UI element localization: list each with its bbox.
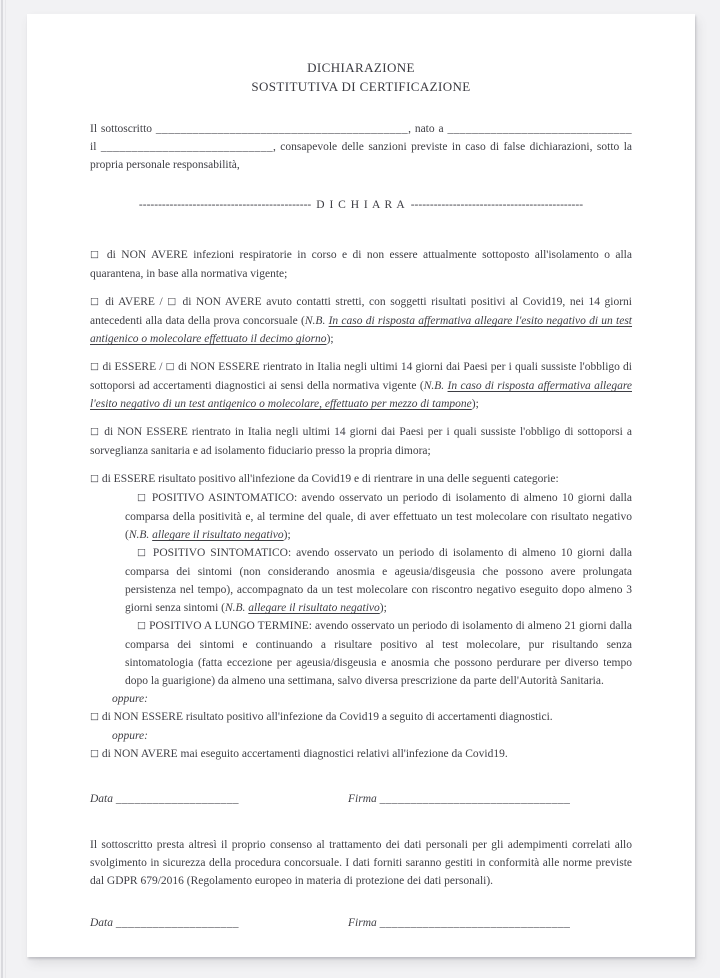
nb-label: N.B. xyxy=(304,315,329,327)
item-text: di AVERE / xyxy=(100,296,168,308)
title-line-1: DICHIARAZIONE xyxy=(307,60,415,75)
document-title xyxy=(90,14,632,96)
checkbox-icon: □ xyxy=(90,249,102,260)
signature-row-1 xyxy=(90,790,632,808)
date-blank-line: ____________________ xyxy=(115,917,239,929)
item-text: ); xyxy=(283,529,291,541)
declaration-item-no-reentry xyxy=(90,423,632,460)
checkbox-icon: □ xyxy=(90,296,101,307)
item-text: di NON ESSERE risultato positivo all'infezione da Covid19 a seguito di accertamenti diagnostici. xyxy=(98,711,553,723)
name-blank-line: _________________________________________ xyxy=(155,123,409,135)
signature-row-2 xyxy=(90,914,632,932)
sub-item-positivo-lungo-termine xyxy=(125,617,632,690)
intro-text: , nato a xyxy=(408,123,448,135)
item-text: di NON AVERE avuto contatti stretti, con soggetti risultati positivi al Covid19, nei 14 giorni antecedenti alla data della prova concorsuale ( xyxy=(90,296,633,327)
checkbox-icon: □ xyxy=(137,492,148,503)
intro-text: il xyxy=(90,141,101,153)
checkbox-icon: □ xyxy=(167,296,178,307)
intro-text: Il sottoscritto xyxy=(90,123,156,135)
sub-item-positivo-asintomatico xyxy=(125,489,632,544)
nb-note-underlined: allegare il risultato negativo xyxy=(248,602,380,614)
nb-note-underlined: In caso di risposta affermativa allegare l'esito negativo di un test antigenico o molecolare effettuato il decimo giorno xyxy=(90,315,633,345)
checkbox-icon: □ xyxy=(165,361,175,372)
declaration-item-positive-categories xyxy=(90,470,632,489)
signature-blank-line: _______________________________ xyxy=(379,917,571,929)
checkbox-icon: □ xyxy=(90,711,99,722)
checkbox-icon: □ xyxy=(137,547,149,558)
scan-left-edge-line xyxy=(1,0,3,978)
item-text: ); xyxy=(471,398,479,410)
checkbox-icon: □ xyxy=(90,426,101,437)
nb-note-underlined: allegare il risultato negativo xyxy=(152,529,284,541)
signature-blank-line: _______________________________ xyxy=(379,793,571,805)
item-text: di ESSERE risultato positivo all'infezione da Covid19 e di rientrare in una delle seguenti categorie: xyxy=(98,473,559,485)
item-text: POSITIVO SINTOMATICO: avendo osservato un periodo di isolamento di almeno 10 giorni dalla comparsa dei sintomi (non considerando anosmia e ageusia/disgeusia che possono avere prolungata persistenza nel tempo), accompagnato da un test molecolare con riscontro negativo eseguito dopo almeno 3 giorni senza sintomi ( xyxy=(125,547,632,614)
dash-rule-right: --------------------------------------------- xyxy=(410,199,584,211)
nb-label: N.B. xyxy=(423,380,448,392)
signature-field xyxy=(348,914,570,932)
date-label: Data xyxy=(90,917,113,929)
sub-item-positivo-sintomatico xyxy=(125,544,632,617)
date-field xyxy=(90,914,348,932)
checkbox-icon: □ xyxy=(137,620,147,631)
checkbox-icon: □ xyxy=(90,361,100,372)
scan-left-edge-highlight xyxy=(5,0,6,978)
birthdate-blank-line: ____________________________ xyxy=(100,141,274,153)
privacy-consent-paragraph: Il sottoscritto presta altresì il proprio consenso al trattamento dei dati personali per gli adempimenti correlati allo svolgimento in sicurezza della procedura concorsuale. I dati forniti saranno gestiti in conformità alle norme previste dal GDPR 679/2016 (Regolamento europeo in materia di protezione dei dati personali). xyxy=(90,839,632,887)
item-text: POSITIVO ASINTOMATICO: avendo osservato un periodo di isolamento di almeno 10 giorni dalla comparsa della positività e, al termine del quale, di aver effettuato un test molecolare con risultato negativo ( xyxy=(125,492,632,541)
nb-label: N.B. xyxy=(128,529,153,541)
item-text: di NON AVERE infezioni respiratorie in corso e di non essere attualmente sottoposto all'isolamento o alla quarantena, in base alla normativa vigente; xyxy=(90,249,632,280)
dash-rule-left: --------------------------------------------- xyxy=(138,199,312,211)
intro-text: , consapevole delle sanzioni previste in caso di false dichiarazioni, sotto la propria personale responsabilità, xyxy=(90,141,633,171)
checkbox-icon: □ xyxy=(90,473,99,484)
oppure-label: oppure: xyxy=(112,693,148,705)
item-text: POSITIVO A LUNGO TERMINE: avendo osservato un periodo di isolamento di almeno 21 giorni dalla comparsa dei sintomi e continuando a risultare positivo al test molecolare, pur risultando senza sintomatologia (fatta eccezione per ageusia/disgeusia e anosmia che possono perdurare per diverso tempo dopo la guarigione) da almeno una settimana, salvo diversa prescrizione da parte dell'Autorità Sanitaria. xyxy=(125,620,632,687)
item-text: ); xyxy=(326,333,334,345)
intro-paragraph xyxy=(90,120,632,174)
declaration-item-never-positive xyxy=(90,708,632,727)
date-blank-line: ____________________ xyxy=(115,793,239,805)
nb-note-underlined: In caso di risposta affermativa allegare l'esito negativo di un test antigenico o molecolare, effettuato per mezzo di tampone xyxy=(90,380,632,410)
nb-label: N.B. xyxy=(224,602,249,614)
declaration-item-no-infection xyxy=(90,246,632,283)
date-field xyxy=(90,790,348,808)
signature-label: Firma xyxy=(348,793,377,805)
item-text: di NON ESSERE rientrato in Italia negli ultimi 14 giorni dai Paesi per i quali sussiste l'obbligo di sottoporsi ad accertamenti diagnostici ai sensi della normativa vigente ( xyxy=(90,361,632,392)
signature-label: Firma xyxy=(348,917,377,929)
item-text: ); xyxy=(379,602,387,614)
dichiara-heading xyxy=(90,196,632,214)
declaration-item-never-tested xyxy=(90,745,632,764)
item-text: di NON AVERE mai eseguito accertamenti diagnostici relativi all'infezione da Covid19. xyxy=(98,748,508,760)
dichiara-word: D I C H I A R A xyxy=(316,199,406,211)
title-line-2: SOSTITUTIVA DI CERTIFICAZIONE xyxy=(251,79,471,94)
signature-field xyxy=(348,790,570,808)
birthplace-blank-line: ______________________________ xyxy=(447,123,632,135)
declaration-item-close-contacts xyxy=(90,293,632,348)
date-label: Data xyxy=(90,793,113,805)
item-text: di ESSERE / xyxy=(99,361,166,373)
item-text: di NON ESSERE rientrato in Italia negli ultimi 14 giorni dai Paesi per i quali sussiste l'obbligo di sottoporsi a sorveglianza sanitaria e ad isolamento fiduciario presso la propria dimora; xyxy=(90,426,632,457)
declaration-item-reentry-testing xyxy=(90,358,632,413)
checkbox-icon: □ xyxy=(90,748,99,759)
oppure-label: oppure: xyxy=(112,730,148,742)
document-page xyxy=(27,14,695,957)
